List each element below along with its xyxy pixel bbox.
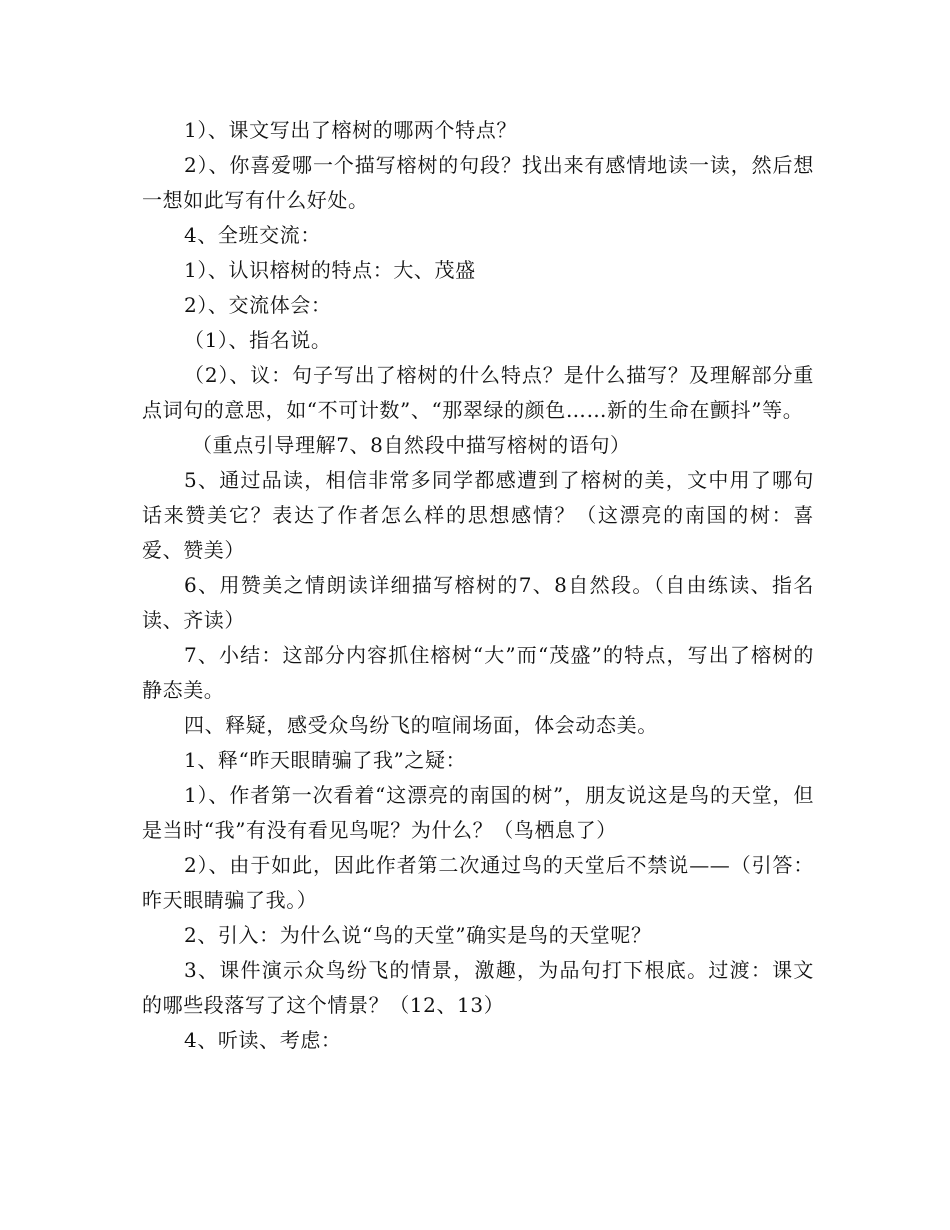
paragraph: （2）、议：句子写出了榕树的什么特点？是什么描写？及理解部分重点词句的意思，如“不可计数”、“那翠绿的颜色……新的生命在颤抖”等。 <box>142 363 814 422</box>
paragraph: 2）、交流体会： <box>184 293 332 317</box>
paragraph: 4、听读、考虑： <box>184 1028 342 1052</box>
paragraph: 4、全班交流： <box>184 223 321 247</box>
paragraph: 1）、课文写出了榕树的哪两个特点？ <box>184 118 517 142</box>
paragraph: 7、小结：这部分内容抓住榕树“大”而“茂盛”的特点，写出了榕树的静态美。 <box>142 643 814 702</box>
paragraph: （1）、指名说。 <box>184 328 332 352</box>
paragraph: 2）、由于如此，因此作者第二次通过鸟的天堂后不禁说——（引答：昨天眼睛骗了我。） <box>142 853 814 912</box>
paragraph: 1、释“昨天眼睛骗了我”之疑： <box>184 748 467 772</box>
paragraph: 2、引入：为什么说“鸟的天堂”确实是鸟的天堂呢？ <box>184 923 652 947</box>
paragraph: 5、通过品读，相信非常多同学都感遭到了榕树的美，文中用了哪句话来赞美它？表达了作者怎么样的思想感情？（这漂亮的南国的树：喜爱、赞美） <box>142 468 814 562</box>
paragraph: 6、用赞美之情朗读详细描写榕树的7、8自然段。（自由练读、指名读、齐读） <box>142 573 814 632</box>
paragraph: 1）、认识榕树的特点：大、茂盛 <box>184 258 476 282</box>
paragraph: 3、课件演示众鸟纷飞的情景，激趣，为品句打下根底。过渡：课文的哪些段落写了这个情景？（12、13） <box>142 958 814 1017</box>
document-body <box>142 113 814 1058</box>
paragraph: 1）、作者第一次看着“这漂亮的南国的树”，朋友说这是鸟的天堂，但是当时“我”有没有看见鸟呢？为什么？（鸟栖息了） <box>142 783 814 842</box>
paragraph: 2）、你喜爱哪一个描写榕树的句段？找出来有感情地读一读，然后想一想如此写有什么好处。 <box>142 153 814 212</box>
paragraph: （重点引导理解7、8自然段中描写榕树的语句） <box>192 433 631 457</box>
paragraph: 四、释疑，感受众鸟纷飞的喧闹场面，体会动态美。 <box>184 713 658 737</box>
